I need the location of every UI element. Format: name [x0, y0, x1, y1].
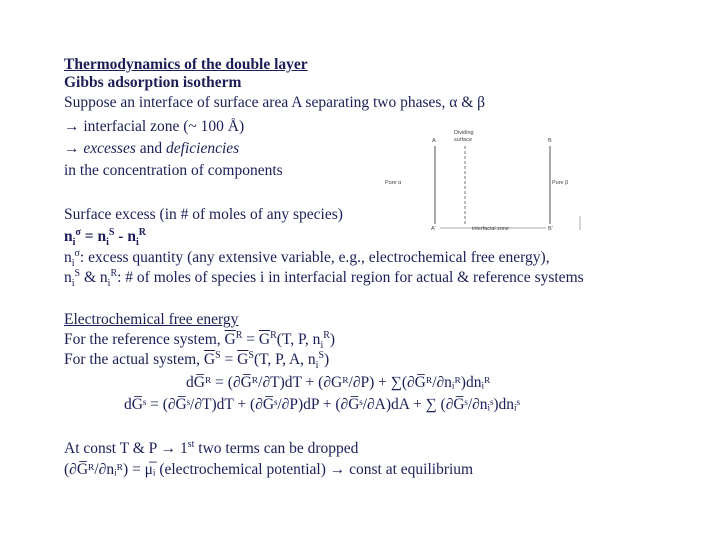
free-energy-title: Electrochemical free energy — [64, 311, 239, 328]
surface-excess-title: Surface excess (in # of moles of any species) — [64, 206, 343, 223]
intro-line-2: → interfacial zone (~ 100 Å) — [64, 118, 245, 135]
intro-line-1: Suppose an interface of surface area A separating two phases, α & β — [64, 94, 486, 111]
diagram-label-b: B — [548, 138, 552, 144]
diagram-interfacial-zone: interfacial zone — [472, 226, 509, 232]
equation-dgr: dG̅ᴿ = (∂G̅ᴿ/∂T)dT + (∂Gᴿ/∂P) + ∑(∂G̅ᴿ/∂nᵢᴿ)dnᵢᴿ — [186, 374, 491, 391]
interfacial-zone-diagram — [380, 126, 600, 238]
diagram-dividing-2: surface — [454, 137, 473, 143]
equation-dgs: dG̅ˢ = (∂G̅ˢ/∂T)dT + (∂G̅ˢ/∂P)dP + (∂G̅ˢ/∂A)dA + ∑ (∂G̅ˢ/∂nᵢˢ)dnᵢˢ — [124, 396, 520, 413]
moles-line: $n_i^S$ & $n_i^R$: # of moles of species i in interfacial region for actual & reference systems — [64, 267, 584, 290]
diagram-pure-beta: Pure β — [552, 180, 569, 186]
diagram-label-a: A — [432, 138, 436, 144]
subheading: Gibbs adsorption isotherm — [64, 74, 242, 91]
intro-line-4: in the concentration of components — [64, 162, 283, 179]
surface-excess-definition: $n_i^\sigma = n_i^S - n_i^R$ — [64, 226, 146, 249]
reference-system-line: For the reference system, $\overline{G}^R = \overline{G}^R(T$, P, $n_i^R$) — [64, 329, 336, 352]
diagram-dividing-1: Dividing — [454, 130, 474, 136]
excess-quantity-line: $n_i^\sigma$: excess quantity (any extensive variable, e.g., electrochemical free energy), — [64, 247, 550, 270]
diagram-label-b-prime: B' — [548, 226, 553, 232]
and-text: and — [139, 140, 163, 157]
diagram-label-a-prime: A' — [431, 226, 436, 232]
conclusion-line-2: (∂G̅ᴿ/∂nᵢᴿ) = μ̅ᵢ (electrochemical potential) → const at equilibrium — [64, 461, 474, 478]
arrow: → — [64, 140, 80, 157]
conclusion-line-1: At const T & P → 1st two terms can be dropped — [64, 438, 359, 457]
excesses-text: excesses — [83, 140, 136, 157]
deficiencies-text: deficiencies — [166, 140, 240, 157]
diagram-pure-alpha: Pure α — [385, 180, 402, 186]
heading: Thermodynamics of the double layer — [64, 56, 308, 73]
intro-line-3 — [64, 140, 239, 158]
actual-system-line: For the actual system, $\overline{G}^S = \overline{G}^S(T$, P, A, $n_i^S$) — [64, 349, 330, 372]
